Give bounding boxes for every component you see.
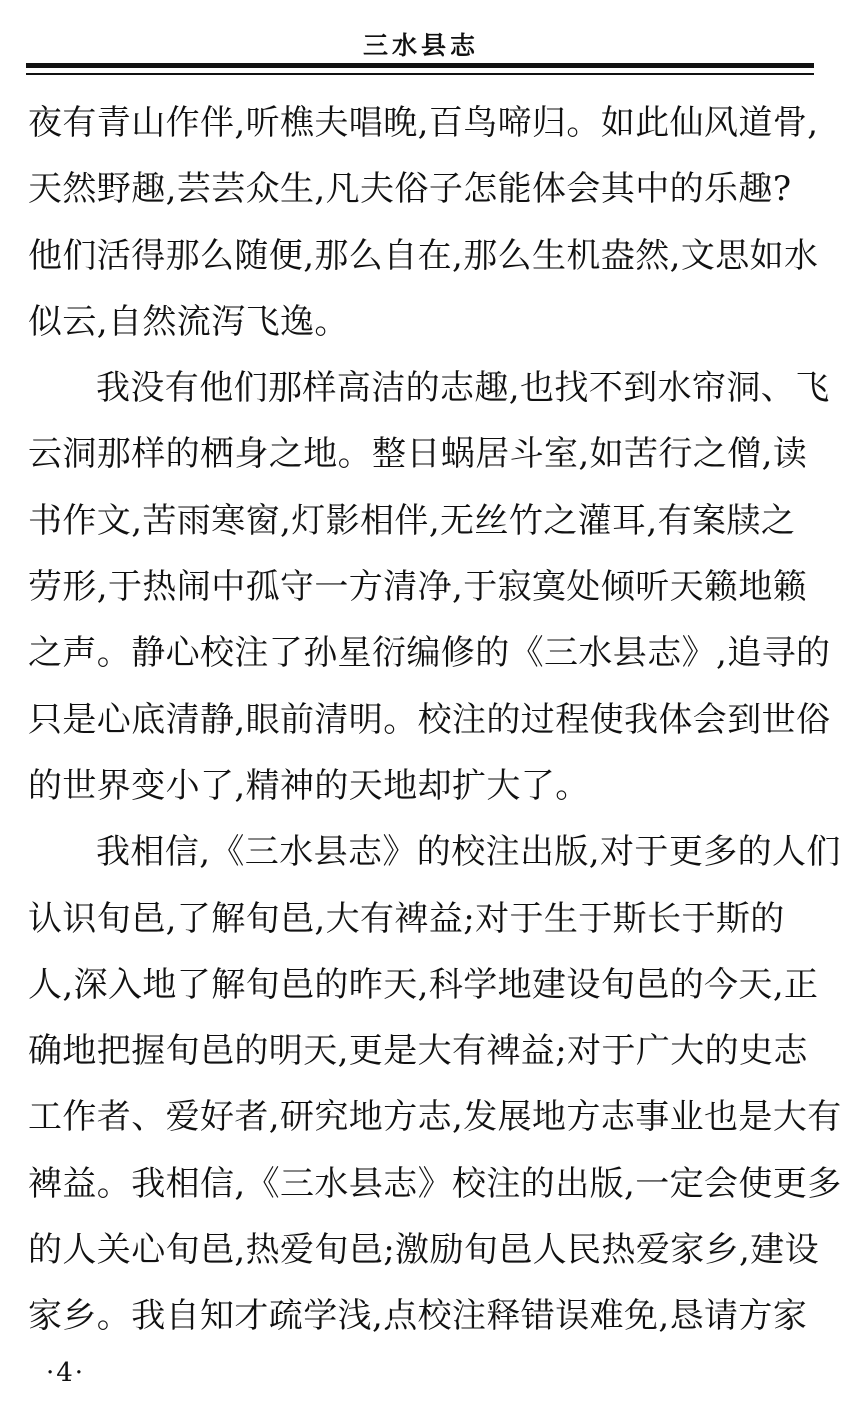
text-line: 天然野趣,芸芸众生,凡夫俗子怎能体会其中的乐趣? [28, 169, 792, 210]
text-line: 裨益。我相信,《三水县志》校注的出版,一定会使更多 [28, 1163, 842, 1204]
text-line: 的人关心旬邑,热爱旬邑;激励旬邑人民热爱家乡,建设 [28, 1230, 820, 1271]
text-line: 认识旬邑,了解旬邑,大有裨益;对于生于斯长于斯的 [28, 898, 785, 939]
text-line: 似云,自然流泻飞逸。 [28, 301, 349, 342]
text-line: 夜有青山作伴,听樵夫唱晚,百鸟啼归。如此仙风道骨, [28, 103, 819, 143]
body-text [28, 90, 842, 1350]
text-line: 我相信,《三水县志》的校注出版,对于更多的人们 [96, 832, 841, 873]
text-line: 书作文,苦雨寒窗,灯影相伴,无丝竹之灌耳,有案牍之 [28, 500, 796, 541]
running-title: 三水县志 [362, 31, 479, 60]
text-line: 确地把握旬邑的明天,更是大有裨益;对于广大的史志 [28, 1031, 808, 1072]
text-line: 云洞那样的栖身之地。整日蜗居斗室,如苦行之僧,读 [28, 434, 808, 475]
header-rule-thin [26, 73, 814, 75]
text-line: 家乡。我自知才疏学浅,点校注释错误难免,恳请方家 [28, 1296, 808, 1337]
page-number: ·4· [46, 1358, 86, 1388]
text-line: 他们活得那么随便,那么自在,那么生机盎然,文思如水 [28, 235, 819, 276]
text-line: 人,深入地了解旬邑的昨天,科学地建设旬邑的今天,正 [28, 964, 819, 1005]
text-line: 劳形,于热闹中孤守一方清净,于寂寞处倾听天籁地籁 [28, 567, 808, 608]
text-line: 我没有他们那样高洁的志趣,也找不到水帘洞、飞 [96, 368, 830, 409]
text-line: 只是心底清静,眼前清明。校注的过程使我体会到世俗 [28, 699, 831, 740]
text-line: 之声。静心校注了孙星衍编修的《三水县志》,追寻的 [28, 633, 831, 674]
text-line: 的世界变小了,精神的天地却扩大了。 [28, 765, 590, 806]
text-line: 工作者、爱好者,研究地方志,发展地方志事业也是大有 [28, 1097, 842, 1138]
header-rule-thick [26, 63, 814, 68]
